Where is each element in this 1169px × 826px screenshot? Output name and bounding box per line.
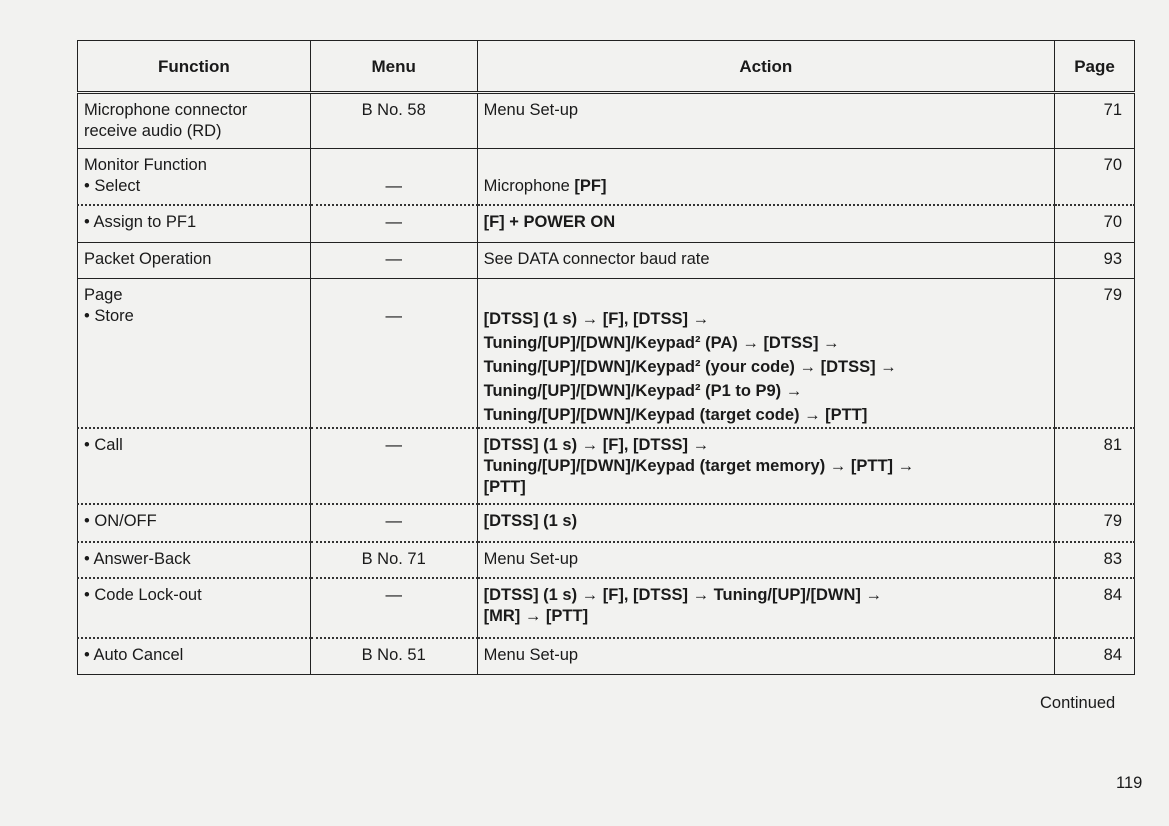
- function-item: • Store: [84, 306, 304, 327]
- header-menu: Menu: [310, 41, 477, 93]
- page-cell: 79: [1055, 279, 1135, 429]
- action-cell: [477, 205, 1054, 243]
- function-reference-table: [77, 40, 1135, 675]
- action-line: Tuning/[UP]/[DWN]/Keypad (target code) → [PTT]: [483, 406, 868, 424]
- menu-cell: [310, 279, 477, 429]
- page-cell: 70: [1055, 205, 1135, 243]
- action-cell: [477, 504, 1054, 542]
- action-line: [MR] → [PTT]: [483, 607, 589, 625]
- function-item: • Select: [84, 176, 304, 197]
- table-row: [78, 578, 1135, 638]
- action-text: Microphone: [483, 177, 575, 195]
- function-cell: • Code Lock-out: [78, 578, 311, 638]
- menu-cell: B No. 58: [310, 93, 477, 149]
- page-cell: 93: [1055, 243, 1135, 279]
- page-cell: 70: [1055, 149, 1135, 205]
- menu-cell: B No. 71: [310, 542, 477, 578]
- menu-cell: —: [310, 504, 477, 542]
- page-cell: 84: [1055, 578, 1135, 638]
- action-key: [PF]: [574, 177, 607, 195]
- action-key: [DTSS] (1 s): [483, 512, 578, 530]
- table-row: [78, 542, 1135, 578]
- page-cell: 79: [1055, 504, 1135, 542]
- menu-cell: B No. 51: [310, 638, 477, 674]
- table-row: [78, 279, 1135, 429]
- header-page: Page: [1055, 41, 1135, 93]
- table-row: [78, 638, 1135, 674]
- action-line: [DTSS] (1 s) → [F], [DTSS] → Tuning/[UP]/[DWN] →: [483, 586, 882, 604]
- menu-value: —: [385, 307, 402, 325]
- table-row: [78, 428, 1135, 504]
- table-row: [78, 243, 1135, 279]
- header-action: Action: [477, 41, 1054, 93]
- action-line: [DTSS] (1 s) → [F], [DTSS] →: [483, 436, 710, 454]
- page-number: 119: [1116, 774, 1143, 792]
- function-cell: Microphone connector receive audio (RD): [78, 93, 311, 149]
- action-cell: [477, 428, 1054, 504]
- function-cell: • Answer-Back: [78, 542, 311, 578]
- header-function: Function: [78, 41, 311, 93]
- menu-cell: —: [310, 578, 477, 638]
- menu-cell: —: [310, 205, 477, 243]
- page-cell: 83: [1055, 542, 1135, 578]
- action-cell: [477, 279, 1054, 429]
- action-line: [PTT]: [483, 478, 526, 496]
- table-row: [78, 205, 1135, 243]
- action-cell: Menu Set-up: [477, 638, 1054, 674]
- group-title: Monitor Function: [84, 156, 207, 174]
- function-cell: • Call: [78, 428, 311, 504]
- page-cell: 81: [1055, 428, 1135, 504]
- menu-value: —: [385, 177, 402, 195]
- table-header-row: [78, 41, 1135, 93]
- menu-cell: —: [310, 428, 477, 504]
- page-cell: 71: [1055, 93, 1135, 149]
- continued-label: Continued: [1040, 694, 1116, 712]
- action-line: Tuning/[UP]/[DWN]/Keypad² (P1 to P9) →: [483, 382, 803, 400]
- group-title: Page: [84, 286, 123, 304]
- function-cell: • Assign to PF1: [78, 205, 311, 243]
- menu-cell: —: [310, 243, 477, 279]
- action-cell: [477, 578, 1054, 638]
- action-line: Tuning/[UP]/[DWN]/Keypad² (PA) → [DTSS] →: [483, 334, 840, 352]
- action-line: Tuning/[UP]/[DWN]/Keypad (target memory) → [PTT] →: [483, 457, 915, 475]
- action-cell: See DATA connector baud rate: [477, 243, 1054, 279]
- function-cell: • Auto Cancel: [78, 638, 311, 674]
- page-cell: 84: [1055, 638, 1135, 674]
- menu-cell: [310, 149, 477, 205]
- action-cell: [477, 149, 1054, 205]
- function-cell: [78, 149, 311, 205]
- table-row: [78, 93, 1135, 149]
- function-cell: • ON/OFF: [78, 504, 311, 542]
- action-line: [DTSS] (1 s) → [F], [DTSS] →: [483, 310, 710, 328]
- action-cell: Menu Set-up: [477, 542, 1054, 578]
- table-row: [78, 504, 1135, 542]
- function-cell: Packet Operation: [78, 243, 311, 279]
- table-row: [78, 149, 1135, 205]
- function-cell: [78, 279, 311, 429]
- action-cell: Menu Set-up: [477, 93, 1054, 149]
- action-key: [F] + POWER ON: [483, 212, 616, 231]
- action-line: Tuning/[UP]/[DWN]/Keypad² (your code) → [DTSS] →: [483, 358, 897, 376]
